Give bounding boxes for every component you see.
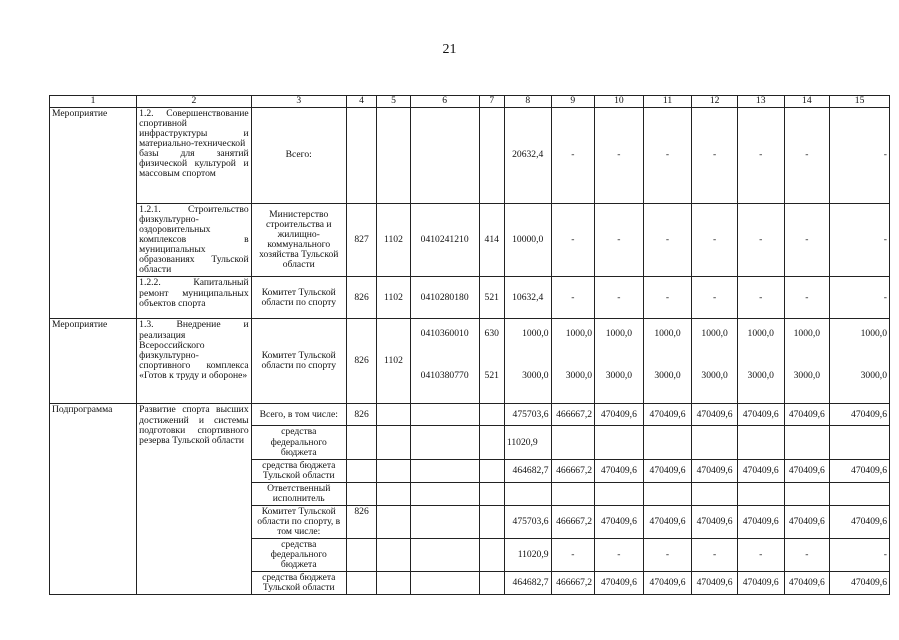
table-cell [377,482,410,505]
code-cell: 0410241210 [410,204,479,277]
table-cell [551,482,595,505]
value-cell: 475703,6 [504,404,551,426]
value-cell: 470409,6 [830,459,890,482]
activity-name-cell: Развитие спорта высших достижений и системы подготовки спортивного резерва Тульской области [137,404,251,595]
table-cell [346,539,376,572]
header-cell: 11 [643,96,692,108]
value-cell: - [692,108,738,204]
value-cell: 3000,0 [830,349,890,404]
header-row [50,96,890,108]
table-cell [377,505,410,538]
table-cell [737,482,784,505]
value-cell: 20632,4 [504,108,551,204]
table-cell [830,482,890,505]
value-cell: 3000,0 [595,349,644,404]
value-cell: 466667,2 [551,404,595,426]
value-cell: - [692,277,738,319]
activity-name-cell: 1.3. Внедрение и реализация Всероссийского физкультурно-спортивного комплекса «Готов к труду и обороне» [137,319,251,404]
value-cell: - [784,539,830,572]
value-cell: 470409,6 [784,459,830,482]
code-cell: 0410380770 [410,349,479,404]
table-cell [784,482,830,505]
value-cell: 1000,0 [737,319,784,349]
value-cell: 3000,0 [643,349,692,404]
table-cell [410,539,479,572]
value-cell: 470409,6 [595,459,644,482]
table-cell [479,505,504,538]
value-cell: - [830,277,890,319]
value-cell: 470409,6 [737,404,784,426]
table-cell [643,426,692,459]
table-row [50,404,890,426]
header-cell: 4 [346,96,376,108]
value-cell: - [737,539,784,572]
value-cell: 470409,6 [830,404,890,426]
table-cell [346,426,376,459]
value-cell: 11020,9 [504,426,551,459]
table-cell [410,426,479,459]
executor-cell: Комитет Тульской области по спорту [251,319,346,404]
table-cell [377,572,410,595]
value-cell: 470409,6 [737,572,784,595]
value-cell: - [737,204,784,277]
value-cell: 464682,7 [504,572,551,595]
table-cell [692,426,738,459]
value-cell: 3000,0 [551,349,595,404]
row-type-cell: Мероприятие [50,108,137,319]
executor-cell: средства бюджета Тульской области [251,459,346,482]
table-cell [377,539,410,572]
value-cell: 1000,0 [692,319,738,349]
code-cell: 826 [346,505,376,538]
value-cell: 466667,2 [551,505,595,538]
header-cell: 10 [595,96,644,108]
header-cell: 15 [830,96,890,108]
code-cell: 521 [479,349,504,404]
code-cell: 0410360010 [410,319,479,349]
table-cell [479,108,504,204]
value-cell: 470409,6 [737,459,784,482]
executor-cell: Комитет Тульской области по спорту [251,277,346,319]
value-cell: - [551,204,595,277]
value-cell: - [643,204,692,277]
executor-cell: средства федерального бюджета [251,539,346,572]
header-cell: 6 [410,96,479,108]
code-cell: 1102 [377,277,410,319]
table-cell [479,404,504,426]
value-cell: 470409,6 [692,459,738,482]
table-cell [643,482,692,505]
table-cell [410,572,479,595]
header-cell: 12 [692,96,738,108]
table-cell [595,426,644,459]
table-cell [479,426,504,459]
activity-name-cell: 1.2.2. Капитальный ремонт муниципальных объектов спорта [137,277,251,319]
table-cell [595,482,644,505]
value-cell: - [595,108,644,204]
table-cell [479,572,504,595]
value-cell: - [595,277,644,319]
value-cell: 3000,0 [737,349,784,404]
value-cell: 470409,6 [784,404,830,426]
value-cell: 470409,6 [737,505,784,538]
table-cell [377,459,410,482]
value-cell: 1000,0 [643,319,692,349]
table-cell [479,539,504,572]
header-cell: 5 [377,96,410,108]
table-cell [479,482,504,505]
row-type-cell: Мероприятие [50,319,137,404]
activity-name-cell: 1.2. Совершенствование спортивной инфраструктуры и материально-технической базы для занятий физической культурой и массовым спортом [137,108,251,204]
value-cell: - [595,204,644,277]
value-cell: 470409,6 [643,505,692,538]
header-cell: 8 [504,96,551,108]
value-cell: - [643,277,692,319]
code-cell: 826 [346,319,376,404]
value-cell: 1000,0 [551,319,595,349]
value-cell: 470409,6 [643,572,692,595]
budget-table [49,95,890,595]
executor-cell: средства бюджета Тульской области [251,572,346,595]
value-cell: 470409,6 [784,572,830,595]
table-cell [346,108,376,204]
value-cell: 470409,6 [692,404,738,426]
code-cell: 1102 [377,319,410,404]
value-cell: 470409,6 [595,404,644,426]
value-cell: - [551,539,595,572]
executor-cell: Министерство строительства и жилищно-коммунального хозяйства Тульской области [251,204,346,277]
value-cell: 470409,6 [595,572,644,595]
table-row [50,108,890,204]
table-cell [346,572,376,595]
table-cell [377,426,410,459]
table-cell [410,108,479,204]
activity-name-cell: 1.2.1. Строительство физкультурно-оздоровительных комплексов в муниципальных образованиях Тульской области [137,204,251,277]
value-cell: - [643,108,692,204]
value-cell: - [830,539,890,572]
value-cell: 466667,2 [551,459,595,482]
header-cell: 13 [737,96,784,108]
table-cell [737,426,784,459]
value-cell: 470409,6 [692,505,738,538]
executor-cell: Всего, в том числе: [251,404,346,426]
code-cell: 827 [346,204,376,277]
table-cell [410,505,479,538]
header-cell: 14 [784,96,830,108]
value-cell: 3000,0 [692,349,738,404]
table-cell [410,482,479,505]
table-cell [410,404,479,426]
table-row [50,204,890,277]
value-cell: - [692,204,738,277]
table-cell [830,426,890,459]
executor-cell: Комитет Тульской области по спорту, в том числе: [251,505,346,538]
value-cell: 464682,7 [504,459,551,482]
code-cell: 630 [479,319,504,349]
value-cell: 475703,6 [504,505,551,538]
table-cell [346,459,376,482]
value-cell: 10632,4 [504,277,551,319]
value-cell: 10000,0 [504,204,551,277]
value-cell: 1000,0 [830,319,890,349]
value-cell: - [830,204,890,277]
code-cell: 826 [346,277,376,319]
value-cell: 1000,0 [784,319,830,349]
value-cell: - [595,539,644,572]
table-cell [551,426,595,459]
value-cell: 470409,6 [643,459,692,482]
value-cell: - [830,108,890,204]
value-cell: - [784,277,830,319]
executor-cell: Всего: [251,108,346,204]
value-cell: 470409,6 [784,505,830,538]
value-cell: - [692,539,738,572]
value-cell: - [784,204,830,277]
value-cell: 470409,6 [692,572,738,595]
header-cell: 2 [137,96,251,108]
code-cell: 521 [479,277,504,319]
value-cell: 11020,9 [504,539,551,572]
table-row [50,319,890,349]
value-cell: - [643,539,692,572]
value-cell: 470409,6 [643,404,692,426]
header-cell: 1 [50,96,137,108]
value-cell: 470409,6 [595,505,644,538]
table-cell [410,459,479,482]
value-cell: 470409,6 [830,572,890,595]
page-number: 21 [442,42,457,57]
value-cell: - [784,108,830,204]
value-cell: 3000,0 [784,349,830,404]
value-cell: 1000,0 [595,319,644,349]
value-cell: 470409,6 [830,505,890,538]
value-cell: - [737,277,784,319]
value-cell: - [551,277,595,319]
table-cell [479,459,504,482]
code-cell: 826 [346,404,376,426]
table-cell [784,426,830,459]
table-cell [377,404,410,426]
table-cell [377,108,410,204]
table-cell [504,482,551,505]
table-cell [346,482,376,505]
value-cell: - [551,108,595,204]
value-cell: 3000,0 [504,349,551,404]
code-cell: 1102 [377,204,410,277]
row-type-cell: Подпрограмма [50,404,137,595]
executor-cell: средства федерального бюджета [251,426,346,459]
table-cell [692,482,738,505]
header-cell: 9 [551,96,595,108]
value-cell: - [737,108,784,204]
header-cell: 3 [251,96,346,108]
value-cell: 466667,2 [551,572,595,595]
code-cell: 0410280180 [410,277,479,319]
value-cell: 1000,0 [504,319,551,349]
table-row [50,277,890,319]
code-cell: 414 [479,204,504,277]
header-cell: 7 [479,96,504,108]
executor-cell: Ответственный исполнитель [251,482,346,505]
